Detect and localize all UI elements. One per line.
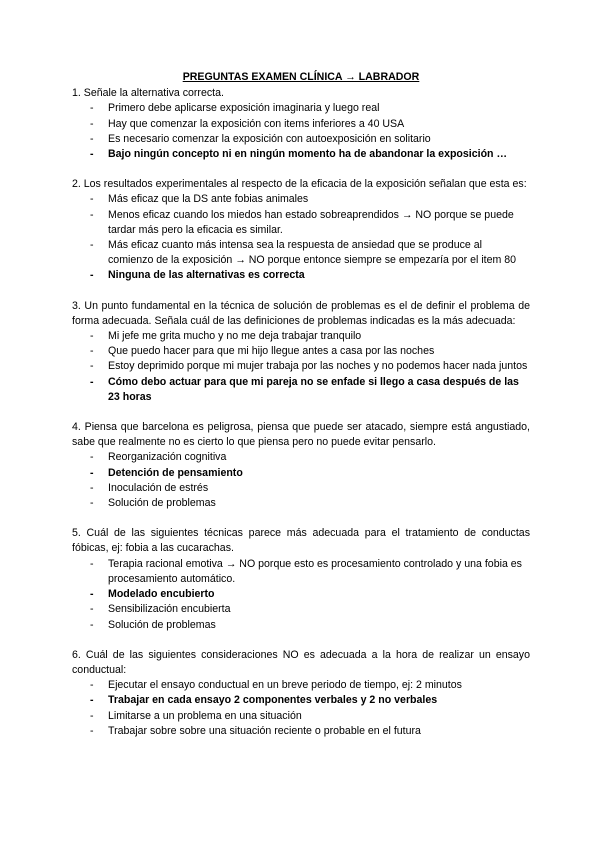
answer-options (72, 557, 530, 633)
answer-option-correct: - Trabajar en cada ensayo 2 componentes verbales y 2 no verbales (72, 693, 530, 708)
answer-option: - Menos eficaz cuando los miedos han estado sobreaprendidos → NO porque se puede tardar más pero la eficacia es similar. (72, 208, 530, 238)
answer-option: - Más eficaz cuanto más intensa sea la respuesta de ansiedad que se produce al comienzo de la exposición → NO porque entonce siempre se empezaría por el item 80 (72, 238, 530, 268)
answer-options (72, 192, 530, 283)
question-text: 6. Cuál de las siguientes consideraciones NO es adecuada a la hora de realizar un ensayo conductual: (72, 648, 530, 676)
answer-option-correct: - Cómo debo actuar para que mi pareja no se enfade si llego a casa después de las 23 horas (72, 375, 530, 405)
question-block (72, 648, 530, 739)
answer-options (72, 678, 530, 739)
answer-option-correct: - Ninguna de las alternativas es correcta (72, 268, 530, 283)
answer-option: - Es necesario comenzar la exposición con autoexposición en solitario (72, 132, 530, 147)
answer-option: - Inoculación de estrés (72, 481, 530, 496)
answer-option: - Solución de problemas (72, 618, 530, 633)
answer-option: - Reorganización cognitiva (72, 450, 530, 465)
document-page (72, 70, 530, 754)
question-text: 4. Piensa que barcelona es peligrosa, piensa que puede ser atacado, siempre está angustiado, sabe que realmente no es cierto lo que piensa pero no puede evitar pensarlo. (72, 421, 530, 449)
answer-option: - Sensibilización encubierta (72, 602, 530, 617)
answer-options (72, 450, 530, 511)
answer-option: - Hay que comenzar la exposición con items inferiores a 40 USA (72, 117, 530, 132)
answer-option: - Trabajar sobre sobre una situación reciente o probable en el futura (72, 724, 530, 739)
question-text: 3. Un punto fundamental en la técnica de solución de problemas es el de definir el problema de forma adecuada. Señala cuál de las definiciones de problemas indicadas es la más adecuada: (72, 299, 530, 327)
question-list (72, 86, 530, 739)
question-text: 5. Cuál de las siguientes técnicas parece más adecuada para el tratamiento de conductas fóbicas, ej: fobia a las cucarachas. (72, 527, 530, 555)
answer-option: - Que puedo hacer para que mi hijo llegue antes a casa por las noches (72, 344, 530, 359)
answer-option: - Primero debe aplicarse exposición imaginaria y luego real (72, 101, 530, 116)
answer-option: - Terapia racional emotiva → NO porque esto es procesamiento controlado y una fobia es procesamiento automático. (72, 557, 530, 587)
question-block (72, 420, 530, 511)
answer-options (72, 101, 530, 162)
answer-option-correct: - Bajo ningún concepto ni en ningún momento ha de abandonar la exposición … (72, 147, 530, 162)
answer-option-correct: - Modelado encubierto (72, 587, 530, 602)
answer-option: - Estoy deprimido porque mi mujer trabaja por las noches y no podemos hacer nada juntos (72, 359, 530, 374)
answer-option-correct: - Detención de pensamiento (72, 466, 530, 481)
question-block (72, 299, 530, 405)
question-block (72, 177, 530, 283)
answer-options (72, 329, 530, 405)
question-block (72, 526, 530, 632)
answer-option: - Mi jefe me grita mucho y no me deja trabajar tranquilo (72, 329, 530, 344)
question-block (72, 86, 530, 162)
question-text: 2. Los resultados experimentales al respecto de la eficacia de la exposición señalan que esta es: (72, 178, 527, 191)
page-title: PREGUNTAS EXAMEN CLÍNICA → LABRADOR (182, 71, 420, 83)
answer-option: - Más eficaz que la DS ante fobias animales (72, 192, 530, 207)
answer-option: - Limitarse a un problema en una situación (72, 709, 530, 724)
answer-option: - Ejecutar el ensayo conductual en un breve periodo de tiempo, ej: 2 minutos (72, 678, 530, 693)
question-text: 1. Señale la alternativa correcta. (72, 87, 224, 100)
answer-option: - Solución de problemas (72, 496, 530, 511)
